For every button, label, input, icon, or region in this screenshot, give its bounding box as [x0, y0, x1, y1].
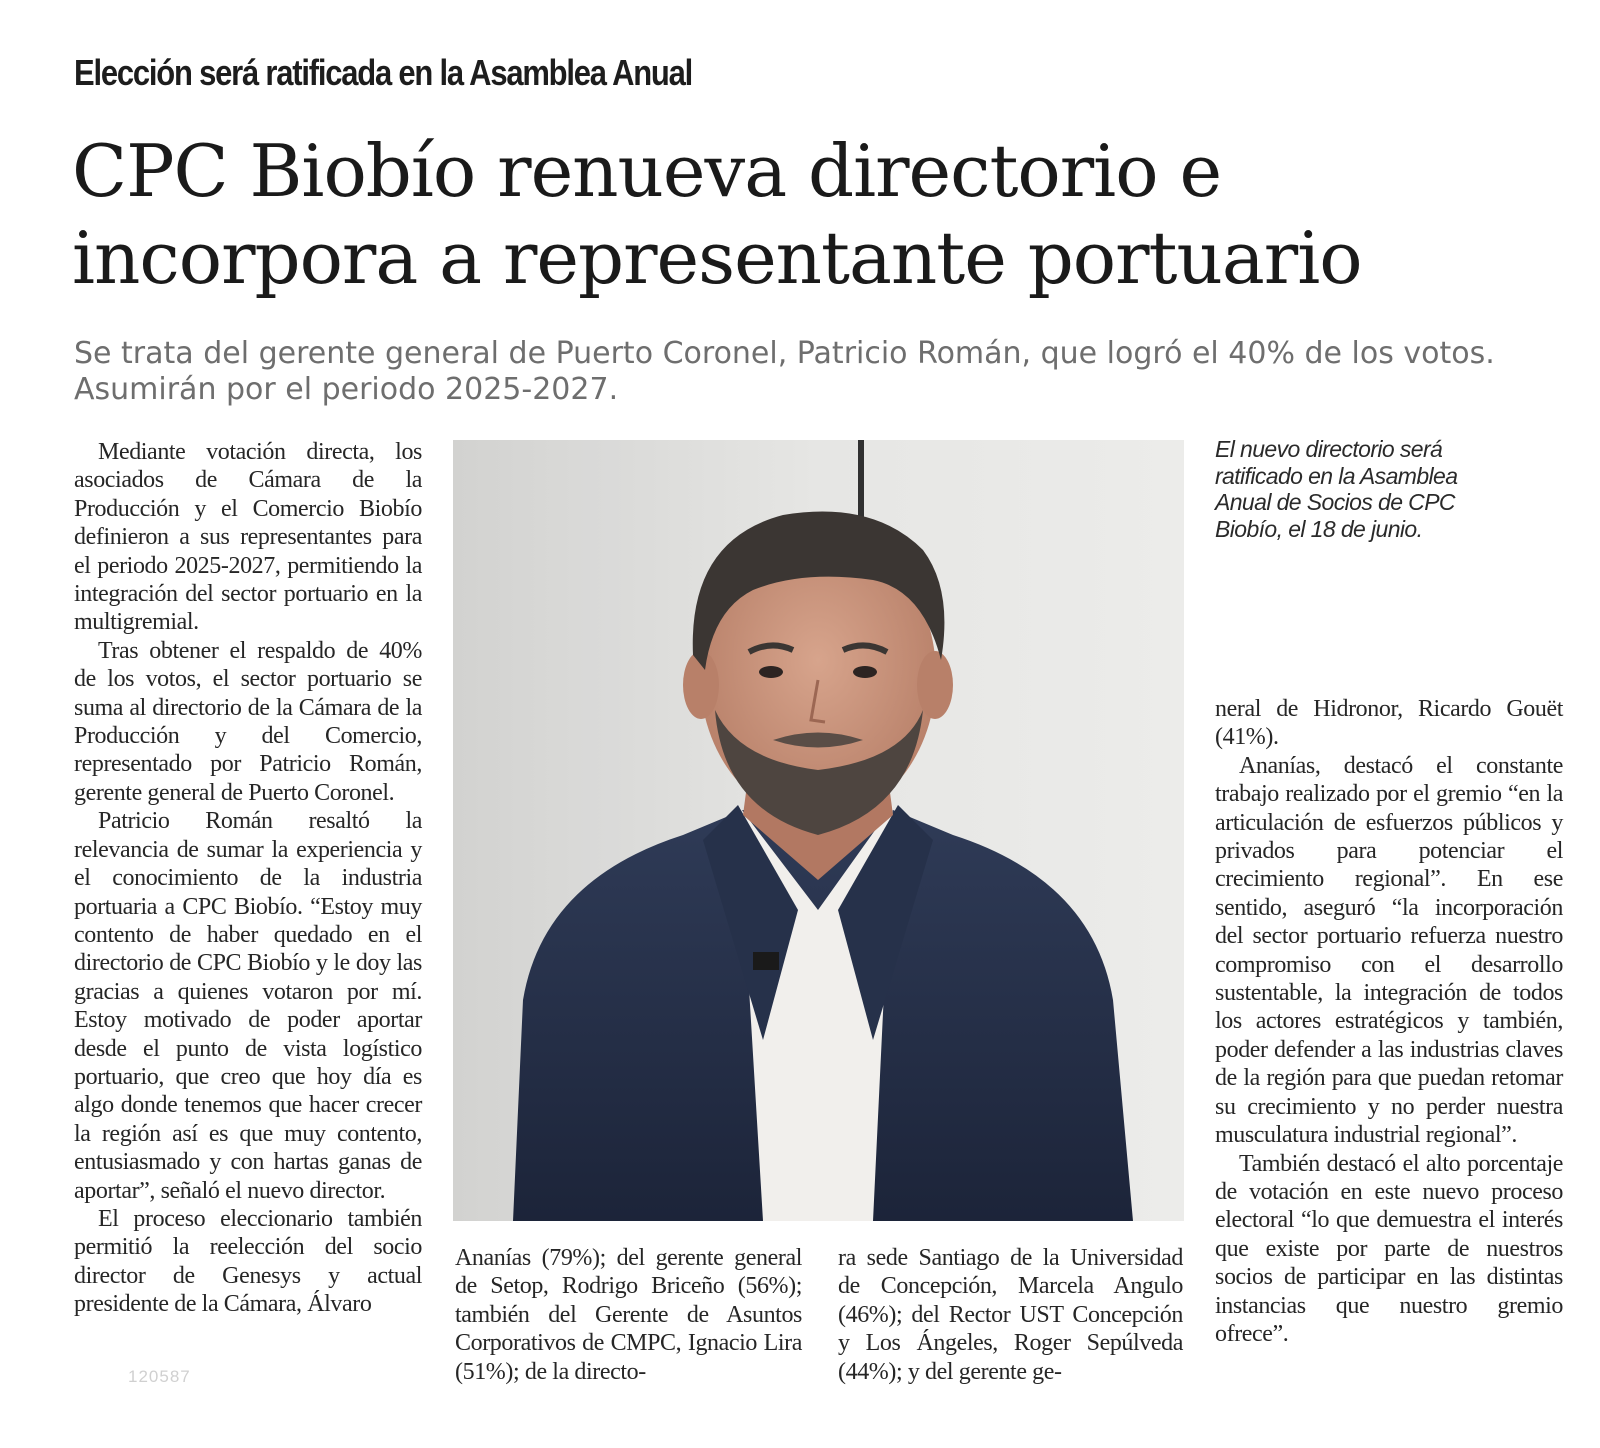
body-column-2 — [455, 1244, 802, 1386]
paragraph: Patricio Román resaltó la relevancia de sumar la experiencia y el conocimiento de la industria portuaria a CPC Biobío. “Estoy muy contento de haber quedado en el directorio de CPC Biobío y le doy las gracias a quienes votaron por mí. Estoy motivado de poder aportar desde el punto de vista logístico portuario, que creo que hoy día es algo donde tenemos que hacer crecer la región así es que muy contento, entusiasmado y con hartas ganas de aportar”, señaló el nuevo director. — [74, 808, 422, 1204]
photo-id-watermark: 120587 — [128, 1367, 191, 1386]
paragraph: Ananías, destacó el constante trabajo realizado por el gremio “en la articulación de esfuerzos públicos y privados para potenciar el crecimiento regional”. En ese sentido, aseguró “la incorporación del sector portuario refuerza nuestro compromiso con el desarrollo sustentable, la integración de todos los actores estratégicos y también, poder defender a las industrias claves de la región para que puedan retomar su crecimiento y no perder nuestra musculatura industrial regional”. — [1215, 752, 1563, 1149]
portrait-photo-icon — [453, 440, 1184, 1221]
article-deck: Se trata del gerente general de Puerto Coronel, Patricio Román, que logró el 40% de los votos. Asumirán por el periodo 2025-2027. — [74, 336, 1495, 407]
paragraph: Tras obtener el respaldo de 40% de los votos, el sector portuario se suma al directorio de la Cámara de la Producción y del Comercio, representado por Patricio Román, gerente general de Puerto Coronel. — [74, 637, 422, 806]
paragraph: El proceso eleccionario también permitió la reelección del socio director de Genesys y actual presidente de la Cámara, Álvaro — [74, 1205, 422, 1318]
article-headline — [72, 128, 1552, 302]
paragraph: Ananías (79%); del gerente general de Setop, Rodrigo Briceño (56%); también del Gerente de Asuntos Corporativos de CMPC, Ignacio Lira (51%); de la directo- — [455, 1245, 802, 1385]
headline-line-1: CPC Biobío renueva directorio e — [72, 129, 1222, 213]
paragraph: neral de Hidronor, Ricardo Gouët (41%). — [1215, 696, 1563, 751]
article-photo — [453, 440, 1184, 1221]
photo-caption: El nuevo directorio será ratificado en la Asamblea Anual de Socios de CPC Biobío, el 18 de junio. — [1215, 436, 1458, 542]
paragraph: ra sede Santiago de la Universidad de Concepción, Marcela Angulo (46%); del Rector UST Concepción y Los Ángeles, Roger Sepúlveda (44%); y del gerente ge- — [838, 1245, 1183, 1385]
body-column-4 — [1215, 695, 1563, 1348]
headline-line-2: incorpora a representante portuario — [72, 216, 1362, 300]
paragraph: Mediante votación directa, los asociados de Cámara de la Producción y el Comercio Biobío definieron a sus representantes para el periodo 2025-2027, permitiendo la integración del sector portuario en la multigremial. — [74, 439, 422, 636]
paragraph: También destacó el alto porcentaje de votación en este nuevo proceso electoral “lo que demuestra el interés que existe por parte de nuestros socios de participar en las distintas instancias que nuestro gremio ofrece”. — [1215, 1150, 1563, 1347]
body-column-3 — [838, 1244, 1183, 1386]
article-kicker: Elección será ratificada en la Asamblea Anual — [74, 52, 693, 93]
body-column-1 — [74, 438, 422, 1319]
